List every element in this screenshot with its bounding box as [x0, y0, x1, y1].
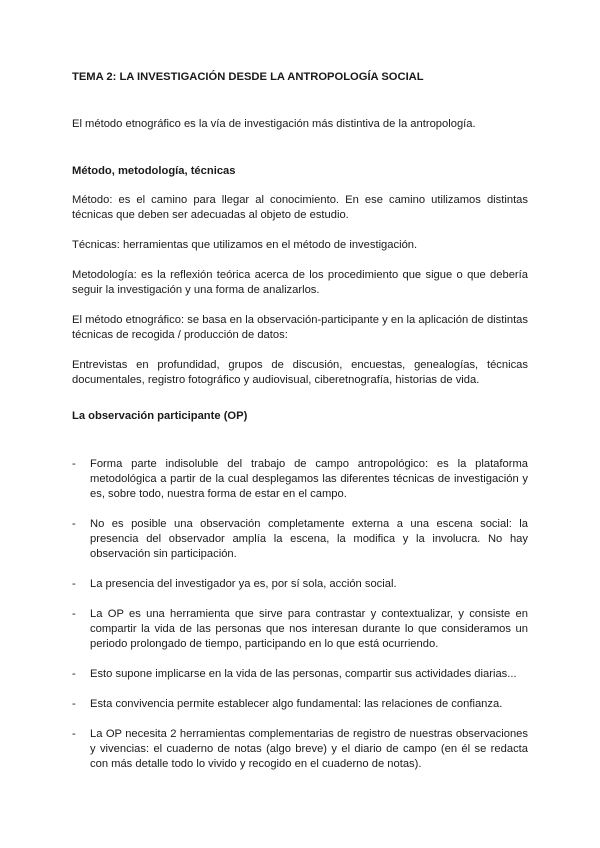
- paragraph-tecnicas: Técnicas: herramientas que utilizamos en el método de investigación.: [72, 239, 418, 251]
- list-item-text: La OP es una herramienta que sirve para contrastar y contextualizar, y consiste en compartir la vida de las personas que nos interesan durante lo que consideramos un periodo prolongado de tiempo, participando en lo que está ocurriendo.: [90, 608, 528, 650]
- list-item: [72, 667, 528, 682]
- bullet-list: [72, 457, 528, 772]
- document-page: [72, 70, 528, 787]
- list-item-text: Forma parte indisoluble del trabajo de campo antropológico: es la plataforma metodológica a partir de la cual desplegamos las diferentes técnicas de investigación y es, sobre todo, nuestra forma de estar en el campo.: [90, 458, 528, 500]
- list-item: [72, 607, 528, 652]
- list-item-text: Esta convivencia permite establecer algo fundamental: las relaciones de confianza.: [90, 698, 503, 710]
- bullet-dash: -: [72, 668, 76, 680]
- document-title: TEMA 2: LA INVESTIGACIÓN DESDE LA ANTROPOLOGÍA SOCIAL: [72, 71, 424, 83]
- list-item: [72, 517, 528, 562]
- list-item-text: La presencia del investigador ya es, por sí sola, acción social.: [90, 578, 397, 590]
- section-heading-observacion: La observación participante (OP): [72, 410, 248, 422]
- list-item-text: Esto supone implicarse en la vida de las personas, compartir sus actividades diarias...: [90, 668, 517, 680]
- section-heading-metodo: Método, metodología, técnicas: [72, 165, 236, 177]
- paragraph-metodo-etnografico: El método etnográfico: se basa en la observación-participante y en la aplicación de distintas técnicas de recogida / producción de datos:: [72, 314, 528, 341]
- bullet-dash: -: [72, 728, 76, 740]
- bullet-dash: -: [72, 518, 76, 530]
- paragraph-metodologia: Metodología: es la reflexión teórica acerca de los procedimiento que sigue o que debería seguir la investigación y una forma de analizarlos.: [72, 269, 528, 296]
- intro-paragraph: El método etnográfico es la vía de investigación más distintiva de la antropología.: [72, 118, 476, 130]
- paragraph-tecnicas-lista: Entrevistas en profundidad, grupos de discusión, encuestas, genealogías, técnicas documentales, registro fotográfico y audiovisual, ciberetnografía, historias de vida.: [72, 359, 528, 386]
- bullet-dash: -: [72, 578, 76, 590]
- paragraph-metodo: Método: es el camino para llegar al conocimiento. En ese camino utilizamos distintas técnicas que deben ser adecuadas al objeto de estudio.: [72, 194, 528, 221]
- list-item: [72, 697, 528, 712]
- list-item-text: La OP necesita 2 herramientas complementarias de registro de nuestras observaciones y vivencias: el cuaderno de notas (algo breve) y el diario de campo (en él se redacta con más detalle todo lo vivido y recogido en el cuaderno de notas).: [90, 728, 528, 770]
- list-item-text: No es posible una observación completamente externa a una escena social: la presencia del observador amplía la escena, la modifica y la involucra. No hay observación sin participación.: [90, 518, 528, 560]
- bullet-dash: -: [72, 458, 76, 470]
- list-item: [72, 457, 528, 502]
- list-item: [72, 577, 528, 592]
- bullet-dash: -: [72, 698, 76, 710]
- list-item: [72, 727, 528, 772]
- bullet-dash: -: [72, 608, 76, 620]
